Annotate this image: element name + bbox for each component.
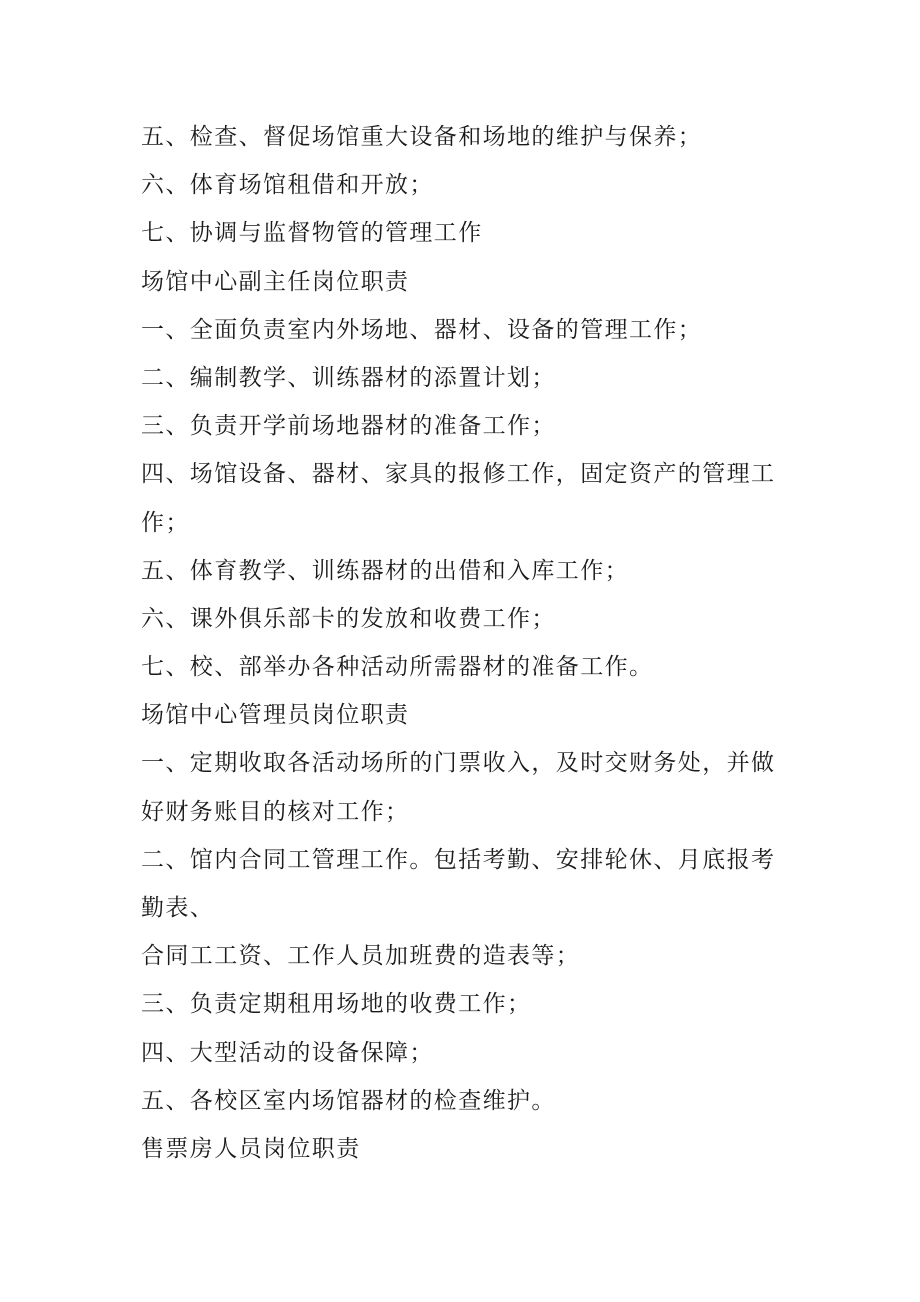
text-line: 六、体育场馆租借和开放； <box>141 172 434 199</box>
section-heading: 场馆中心管理员岗位职责 <box>141 702 410 729</box>
text-line: 五、检查、督促场馆重大设备和场地的维护与保养； <box>141 124 703 150</box>
text-line: 四、大型活动的设备保障； <box>141 1039 434 1066</box>
text-line: 作； <box>141 509 190 536</box>
section-heading: 场馆中心副主任岗位职责 <box>141 268 410 295</box>
text-line: 三、负责定期租用场地的收费工作； <box>141 991 532 1018</box>
text-line: 七、校、部举办各种活动所需器材的准备工作。 <box>141 654 654 681</box>
text-line: 五、各校区室内场馆器材的检查维护。 <box>141 1087 556 1114</box>
section-heading: 售票房人员岗位职责 <box>141 1135 361 1162</box>
text-line: 一、定期收取各活动场所的门票收入，及时交财务处，并做 <box>141 750 776 777</box>
text-line: 五、体育教学、训练器材的出借和入库工作； <box>141 557 629 584</box>
text-line: 勤表、 <box>141 895 215 921</box>
text-line: 七、协调与监督物管的管理工作 <box>141 220 483 247</box>
text-line: 二、编制教学、训练器材的添置计划； <box>141 364 556 391</box>
document-body <box>141 113 786 1173</box>
text-line: 四、场馆设备、器材、家具的报修工作，固定资产的管理工 <box>141 461 776 488</box>
text-line: 好财务账目的核对工作； <box>141 798 410 825</box>
text-line: 合同工工资、工作人员加班费的造表等； <box>141 943 581 970</box>
text-line: 二、馆内合同工管理工作。包括考勤、安排轮休、月底报考 <box>141 846 776 873</box>
text-line: 一、全面负责室内外场地、器材、设备的管理工作； <box>141 316 703 343</box>
text-line: 三、负责开学前场地器材的准备工作； <box>141 413 556 440</box>
text-line: 六、课外俱乐部卡的发放和收费工作； <box>141 605 556 632</box>
